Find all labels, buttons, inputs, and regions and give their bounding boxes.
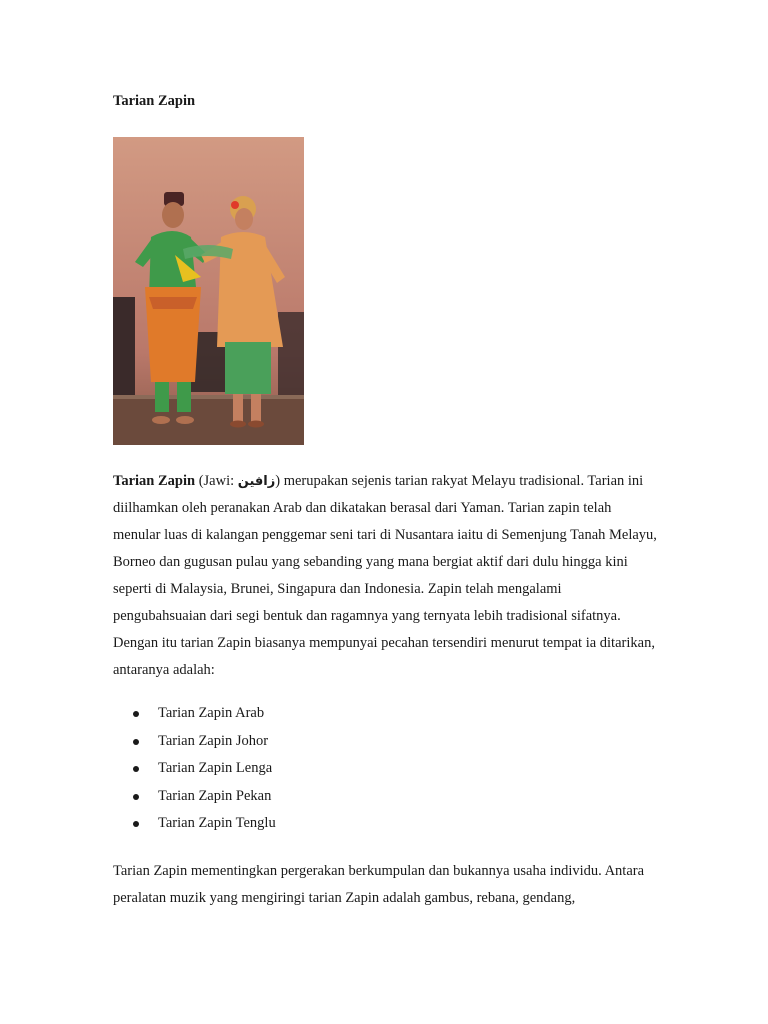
list-item (113, 783, 276, 811)
bullet-icon (133, 766, 139, 772)
closing-paragraph: Tarian Zapin mementingkan pergerakan berkumpulan dan bukannya usaha individu. Antara peralatan muzik yang mengiringi tarian Zapin adalah gambus, rebana, gendang, (113, 863, 645, 906)
intro-paragraph (113, 468, 658, 684)
list-item-label: Tarian Zapin Tenglu (158, 815, 276, 831)
intro-lead-bold: Tarian Zapin (113, 473, 196, 489)
jawi-open: (Jawi: (195, 473, 238, 489)
list-item (113, 810, 276, 838)
bullet-icon (133, 821, 139, 827)
document-title: Tarian Zapin (113, 93, 196, 109)
list-item-label: Tarian Zapin Lenga (158, 760, 273, 776)
list-item-label: Tarian Zapin Pekan (158, 787, 272, 804)
bullet-icon (133, 794, 139, 800)
list-item-label: Tarian Zapin Johor (158, 732, 269, 749)
bullet-icon (133, 711, 139, 717)
list-item-label: Tarian Zapin Arab (158, 705, 265, 721)
jawi-word: زافين (237, 474, 276, 489)
list-item (113, 728, 276, 756)
zapin-types-list (113, 700, 276, 838)
jawi-close: ) (275, 473, 281, 489)
zapin-dancers-photo (113, 137, 304, 445)
intro-text: merupakan sejenis tarian rakyat Melayu tradisional. Tarian ini diilhamkan oleh peranakan Arab dan dikatakan berasal dari Yaman. Tarian zapin telah menular luas di kalangan penggemar seni tari di Nusantara iaitu di Semenjung Tanah Melayu, Borneo dan gugusan pulau yang sebanding yang mana bergiat aktif dari dulu hingga kini seperti di Malaysia, Brunei, Singapura dan Indonesia. Zapin telah mengalami pengubahsuaian dari segi bentuk dan ragamnya yang ternyata lebih tradisional sifatnya. Dengan itu tarian Zapin biasanya mempunyai pecahan tersendiri menurut tempat ia ditarikan, antaranya adalah: (113, 473, 657, 678)
bullet-icon (133, 739, 139, 745)
list-item (113, 755, 276, 783)
list-item (113, 700, 276, 728)
